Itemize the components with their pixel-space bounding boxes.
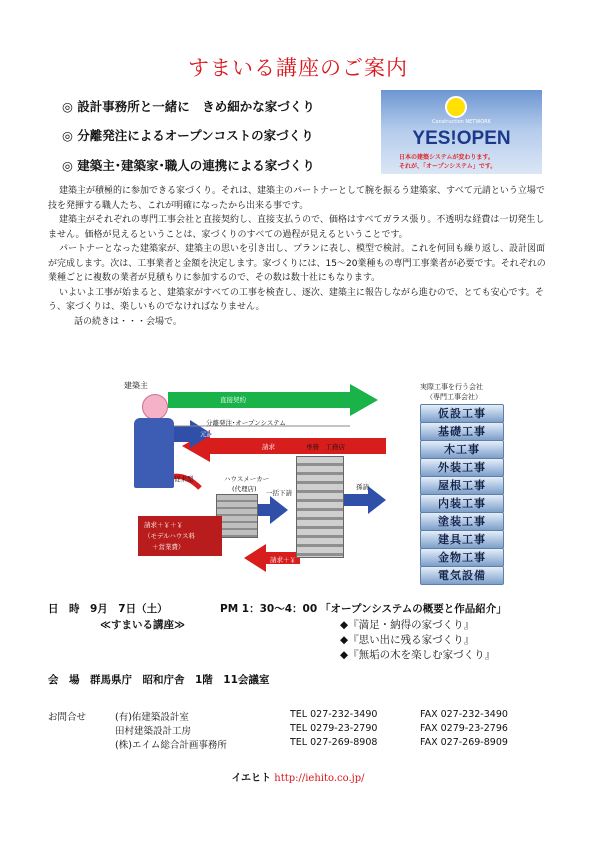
banner-logo: YES!OPEN	[412, 128, 511, 149]
worker-item: 基礎工事	[420, 422, 504, 441]
yes-open-banner	[381, 90, 542, 174]
event-item: ◆『思い出に残る家づくり』	[340, 634, 475, 646]
worker-item: 内装工事	[420, 494, 504, 513]
contact-tel: TEL 027-269-8908	[290, 737, 378, 748]
worker-item: 建具工事	[420, 530, 504, 549]
workers-title: 実際工事を行う会社	[420, 383, 483, 391]
housemaker-building-icon	[216, 494, 258, 538]
banner-line-1: 日本の建築システムが変わります。	[399, 154, 494, 161]
footer-brand: イエヒト	[231, 773, 272, 784]
page-title: すまいる講座のご案内	[188, 56, 408, 80]
direct-contract-arrow	[168, 384, 378, 416]
event-date: 日 時 9月 7日（土）	[48, 603, 168, 615]
event-topic: 「オープンシステムの概要と作品紹介」	[320, 603, 507, 615]
direct-contract-label: 直接契約	[220, 396, 246, 404]
invoice-box	[138, 516, 222, 556]
invoice-small-label: 請求＋￥	[270, 556, 296, 564]
event-item: ◆『無垢の木を楽しむ家づくり』	[340, 649, 496, 661]
separate-order-label: 分離発注･オープンシステム	[206, 419, 286, 427]
footer-url-link[interactable]: http://iehito.co.jp/	[274, 773, 365, 784]
bulk-sub-label: 一括下請	[266, 489, 292, 497]
paragraph: パートナーとなった建築家が、建築主の思いを引き出し、プランに表し、模型で検討。これを何回も繰り返し、設計図面が完成します。次は、工事業者と金額を決定します。家づくりには、15～20業種もの専門工事業者が必要です。それぞれの業種ごとに複数の業者が見積もりに参加するので、その数は数十社にもなります。	[48, 244, 546, 283]
invoice-box-line-3: ＋営業費）	[152, 543, 185, 551]
owner-label: 建築主	[124, 381, 148, 390]
footer	[0, 769, 596, 784]
contact-name: 田村建築設計工房	[115, 726, 192, 737]
paragraph: 建築主がそれぞれの専門工事会社と直接契約し、直接支払うので、価格はすべてガラス張り。不透明な経費は一切発生しません。価格が見えるということは、家づくりのすべての過程が見えるということです。	[48, 215, 545, 240]
dept-label: 専務 工務店	[306, 443, 345, 451]
contact-tel: TEL 0279-23-2790	[290, 723, 378, 734]
prime-label: 元請	[200, 430, 213, 438]
banner-line-2: それが、「オープンシステム」です。	[399, 163, 497, 170]
worker-item: 木工事	[420, 440, 504, 459]
headline-3: ◎ 建築主･建築家･職人の連携による家づくり	[62, 158, 315, 173]
worker-item: 外装工事	[420, 458, 504, 477]
venue: 会 場 群馬県庁 昭和庁舎 1階 11会議室	[48, 674, 270, 686]
system-diagram	[120, 372, 520, 582]
invoice-box-line-2: （モデルハウス料	[144, 532, 196, 540]
contact-tel: TEL 027-232-3490	[290, 709, 378, 720]
banner-sub: Construction NETWORK	[431, 119, 491, 125]
network-logo-icon	[445, 96, 467, 118]
contact-fax: FAX 027-269-8909	[420, 737, 508, 748]
contact-name: (株)エイム総合計画事務所	[115, 740, 227, 751]
event-time: PM 1：30～4：00	[220, 603, 318, 615]
contact-fax: FAX 0279-23-2796	[420, 723, 508, 734]
contact-name: (有)佑建築設計室	[115, 712, 189, 723]
body-text	[48, 184, 548, 329]
worker-item: 仮設工事	[420, 404, 504, 423]
contact-label: お問合せ	[48, 712, 87, 723]
worker-item: 屋根工事	[420, 476, 504, 495]
event-item: ◆『満足・納得の家づくり』	[340, 619, 475, 631]
workers-sub: （専門工事会社）	[426, 393, 482, 401]
owner-head-icon	[142, 394, 168, 420]
headline-2: ◎ 分離発注によるオープンコストの家づくり	[62, 128, 314, 143]
course-name: ≪すまいる講座≫	[100, 619, 185, 631]
housemaker-sub-label: (代理店)	[232, 485, 257, 493]
contact-fax: FAX 027-232-3490	[420, 709, 508, 720]
worker-item: 金物工事	[420, 548, 504, 567]
sub2-label: 孫請	[356, 483, 369, 491]
housemaker-label: ハウスメーカー	[224, 475, 270, 483]
paragraph: いよいよ工事が始まると、建築家がすべての工事を検査し、逐次、建築主に報告しながら進むので、とても安心です。そう、家づくりは、楽しいものでなければなりません。	[48, 287, 544, 312]
owner-body-icon	[134, 418, 174, 488]
worker-item: 電気設備	[420, 566, 504, 585]
traditional-label: 従来型	[174, 475, 194, 483]
dept-building-icon	[296, 456, 344, 558]
headline-1: ◎ 設計事務所と一緒に きめ細かな家づくり	[62, 99, 315, 114]
paragraph: 話の続きは・・・会場で。	[74, 316, 182, 327]
invoice-label: 請求	[262, 443, 275, 451]
paragraph: 建築主が積極的に参加できる家づくり。それは、建築主のパートナーとして腕を振るう建築家、すべて元請という立場で技を発揮する職人たち、これが明確になったから出来る事です。	[48, 186, 545, 211]
invoice-box-line-1: 請求＋￥＋￥	[144, 521, 183, 529]
worker-item: 塗装工事	[420, 512, 504, 531]
